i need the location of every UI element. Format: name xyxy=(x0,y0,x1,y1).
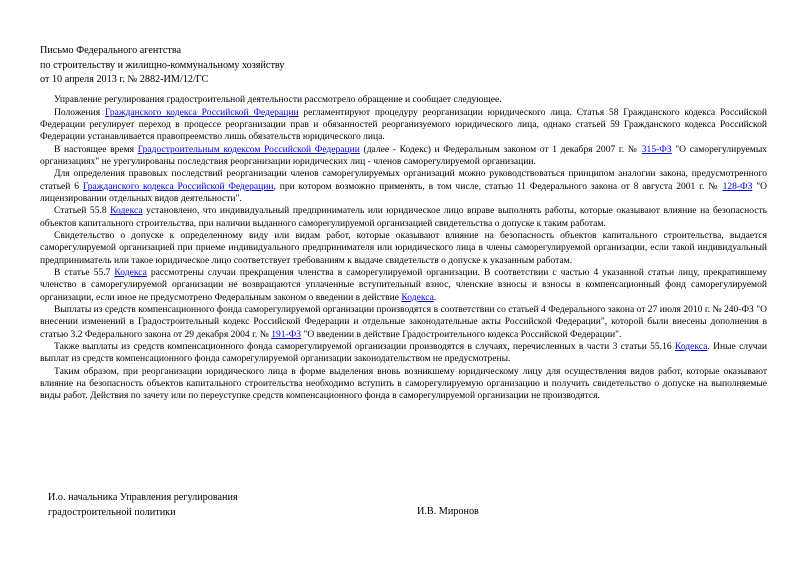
position-line-1: И.о. начальника Управления регулирования xyxy=(48,492,238,503)
paragraph-8: Выплаты из средств компенсационного фонда саморегулируемой организации производятся в соответствии со статьей 4 Федерального закона от 27 июля 2010 г. № 240-ФЗ "О внесении изменений в Градостроительный кодекс Российской Федерации и отдельные законодательные акты Российской Федерации", которой были внесены дополнения в статью 3.2 Федерального закона от 29 декабря 2004 г. № 191-ФЗ "О введении в действие Градостроительного кодекса Российской Федерации". xyxy=(40,304,767,340)
code-link[interactable]: Кодекса xyxy=(401,291,434,303)
civil-code-link[interactable]: Гражданского кодекса Российской Федерации xyxy=(104,106,299,118)
paragraph-4: Для определения правовых последствий реорганизации членов саморегулируемых организаций можно руководствоваться принципом аналогии закона, предусмотренного статьей 6 Гражданского кодекса Российской Федерации, при котором возможно применять, в том числе, статью 11 Федерального закона от 8 августа 2001 г. № 128-ФЗ "О лицензировании отдельных видов деятельности". xyxy=(40,168,768,204)
paragraph-10: Таким образом, при реорганизации юридического лица в форме выделения вновь возникшему юридическому лицу для осуществления видов работ, которые оказывают влияние на безопасность объектов капитального строительства необходимо вступить в саморегулируемую организацию и получить свидетельство о допуске на выполняемые виды работ. Действия по зачету или по переуступке средств компенсационного фонда в саморегулируемой организации не производятся. xyxy=(40,365,767,402)
paragraph-5: Статьей 55.8 Кодекса установлено, что индивидуальный предприниматель или юридическое лицо вправе выполнять работы, которые оказывают влияние на безопасность объектов капитального строительства, при наличии выданного саморегулируемой организацией свидетельства о допуске к таким работам. xyxy=(40,205,767,229)
code-link[interactable]: Кодекса xyxy=(674,341,708,353)
signatory-position xyxy=(48,491,348,521)
code-link[interactable]: Кодекса xyxy=(114,267,147,279)
header-line-1: Письмо Федерального агентства xyxy=(40,45,182,56)
header-line-2: по строительству и жилищно-коммунальному хозяйству xyxy=(40,59,285,71)
law-191-fz-link[interactable]: 191-ФЗ xyxy=(271,328,302,340)
paragraph-3: В настоящее время Градостроительным кодексом Российской Федерации (далее - Кодекс) и Федеральным законом от 1 декабря 2007 г. № 315-ФЗ "О саморегулируемых организациях" не урегулированы последствия реорганизации юридических лиц - членов саморегулируемой организации. xyxy=(40,143,768,167)
civil-code-link[interactable]: Гражданского кодекса Российской Федерации xyxy=(82,180,274,192)
paragraph-6: Свидетельство о допуске к определенному виду или видам работ, которые оказывают влияние на безопасность объектов капитального строительства, выдается саморегулируемой организацией при приеме индивидуального предпринимателя или юридического лица в члены саморегулируемой организации, если такой индивидуальный предприниматель или такое юридическое лицо соответствует требованиям к выдаче свидетельств о допуске к указанным работам. xyxy=(40,230,767,266)
law-315-fz-link[interactable]: 315-ФЗ xyxy=(641,143,672,155)
paragraph-1: Управление регулирования градостроительной деятельности рассмотрело обращение и сообщает следующее. xyxy=(54,94,502,105)
position-line-2: градостроительной политики xyxy=(48,506,176,518)
paragraph-9: Также выплаты из средств компенсационного фонда саморегулируемой организации производятся в случаях, перечисленных в части 3 статьи 55.16 Кодекса. Иные случаи выплат из средств компенсационного фонда саморегулируемой организации законодательством не предусмотрены. xyxy=(40,341,767,365)
urban-planning-code-link[interactable]: Градостроительным кодексом Российской Федерации xyxy=(137,143,360,155)
law-128-fz-link[interactable]: 128-ФЗ xyxy=(722,180,753,192)
header-line-3: от 10 апреля 2013 г. № 2882-ИМ/12/ГС xyxy=(40,74,209,86)
signatory-name: И.В. Миронов xyxy=(417,506,479,517)
paragraph-2: Положения Гражданского кодекса Российской Федерации регламентируют процедуру реорганизации юридического лица. Статья 58 Гражданского кодекса Российской Федерации регулирует переход в процессе реорганизации прав и обязанностей реорганизуемого юридического лица, однако статьей 59 Гражданского кодекса Российской Федерации устанавливается правопреемство лишь обязательств юридического лица. xyxy=(40,106,767,142)
code-link[interactable]: Кодекса xyxy=(110,205,143,217)
letter-body xyxy=(40,94,767,403)
letter-header xyxy=(40,44,400,88)
paragraph-7: В статье 55.7 Кодекса рассмотрены случаи прекращения членства в саморегулируемой организации. В соответствии с частью 4 указанной статьи лицу, прекратившему членство в саморегулируемой организации не возвращаются уплаченные вступительный взнос, членские взносы и взносы в компенсационный фонд саморегулируемой организации, если иное не предусмотрено Федеральным законом о введении в действие Кодекса. xyxy=(40,267,768,303)
